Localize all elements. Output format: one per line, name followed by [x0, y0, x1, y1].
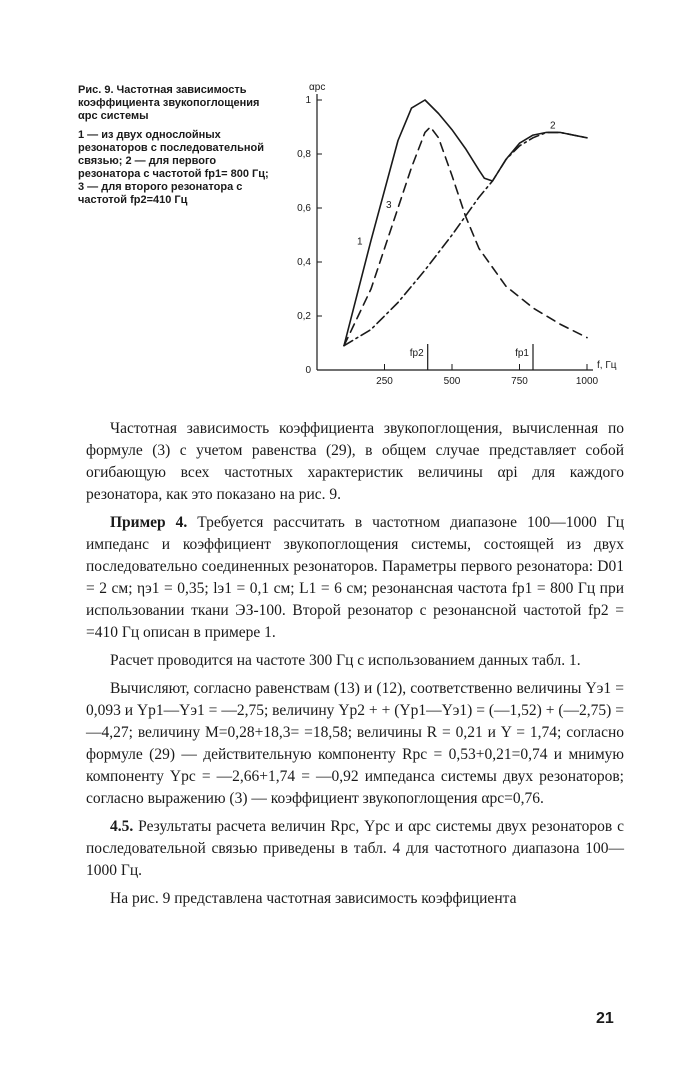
series-3-line	[344, 127, 587, 346]
series-1-line	[344, 100, 587, 346]
x-tick-label: 750	[511, 376, 528, 387]
x-axis-label: f, Гц	[597, 360, 617, 371]
example-4-heading: Пример 4.	[110, 514, 188, 531]
paragraph-example-4	[86, 512, 624, 644]
y-tick-label: 0,6	[297, 203, 311, 214]
x-tick-label: 250	[376, 376, 393, 387]
resonance-marker-label: fр2	[409, 348, 424, 359]
y-axis-label: αрс	[309, 82, 326, 93]
section-4-5-number: 4.5.	[110, 818, 134, 835]
paragraph-section-4-5	[86, 816, 624, 882]
body-text	[86, 418, 624, 916]
series-2-line	[344, 132, 587, 345]
y-tick-label: 0,2	[297, 311, 311, 322]
example-4-text: Требуется рассчитать в частотном диапазоне 100—1000 Гц импеданс и коэффициент звукопоглощения системы, состоящей из двух последовательно соединенных резонаторов. Параметры первого резонатора: D01 = 2 см; ηэ1 = 0,35; lэ1 = 0,1 см; L1 = 6 см; резонансная частота fр1 = 800 Гц при использовании ткани ЭЗ-100. Второй резонатор с резонансной частотой fр2 = =410 Гц описан в примере 1.	[86, 514, 625, 641]
caption-legend: 1 — из двух однослойных резонаторов с последовательной связью; 2 — для первого резонатора с частотой fр1= 800 Гц; 3 — для второго резонатора с частотой fр2=410 Гц	[78, 129, 269, 206]
chart-svg	[282, 78, 632, 398]
paragraph-4: Вычисляют, согласно равенствам (13) и (12), соответственно величины Yэ1 = 0,093 и Yр1—Yэ1 = —2,75; величину Yр2 + + (Yр1—Yэ1) = (—1,52) + (—2,75) = —4,27; величину M=0,28+18,3= =18,58; величины R = 0,21 и Y = 1,74; согласно формуле (29) — действительную компоненту Rрс = 0,53+0,21=0,74 и мнимую компоненту Yрс = —2,66+1,74 = —0,92 импеданса системы двух резонаторов; согласно выражению (3) — коэффициент звукопоглощения αрс=0,76.	[86, 680, 624, 807]
y-tick-label: 0	[305, 365, 311, 376]
series-1-label: 1	[357, 236, 363, 248]
y-tick-label: 0,4	[297, 257, 311, 268]
series-2-label: 2	[550, 120, 556, 132]
paragraph-6: На рис. 9 представлена частотная зависимость коэффициента	[110, 890, 517, 907]
section-4-5-text: Результаты расчета величин Rрс, Yрс и αрс системы двух резонаторов с последовательной связью приведены в табл. 4 для частотного диапазона 100—1000 Гц.	[86, 818, 624, 879]
y-tick-label: 1	[305, 95, 311, 106]
y-tick-label: 0,8	[297, 149, 311, 160]
chart-series-layer	[344, 100, 587, 346]
page-number: 21	[596, 1010, 614, 1027]
caption-title: Рис. 9. Частотная зависимость коэффициента звукопоглощения αрс системы	[78, 84, 260, 122]
x-tick-label: 1000	[575, 376, 599, 387]
resonance-marker-label: fр1	[515, 348, 529, 359]
figure-9-chart	[282, 78, 632, 398]
paragraph-1: Частотная зависимость коэффициента звукопоглощения, вычисленная по формуле (3) с учетом равенства (29), в общем случае представляет собой огибающую всех частотных характеристик величины αрi для каждого резонатора, как это показано на рис. 9.	[86, 420, 624, 503]
figure-caption	[78, 84, 274, 207]
x-tick-label: 500	[443, 376, 461, 387]
paragraph-3: Расчет проводится на частоте 300 Гц с использованием данных табл. 1.	[110, 652, 581, 669]
series-3-label: 3	[386, 200, 392, 211]
